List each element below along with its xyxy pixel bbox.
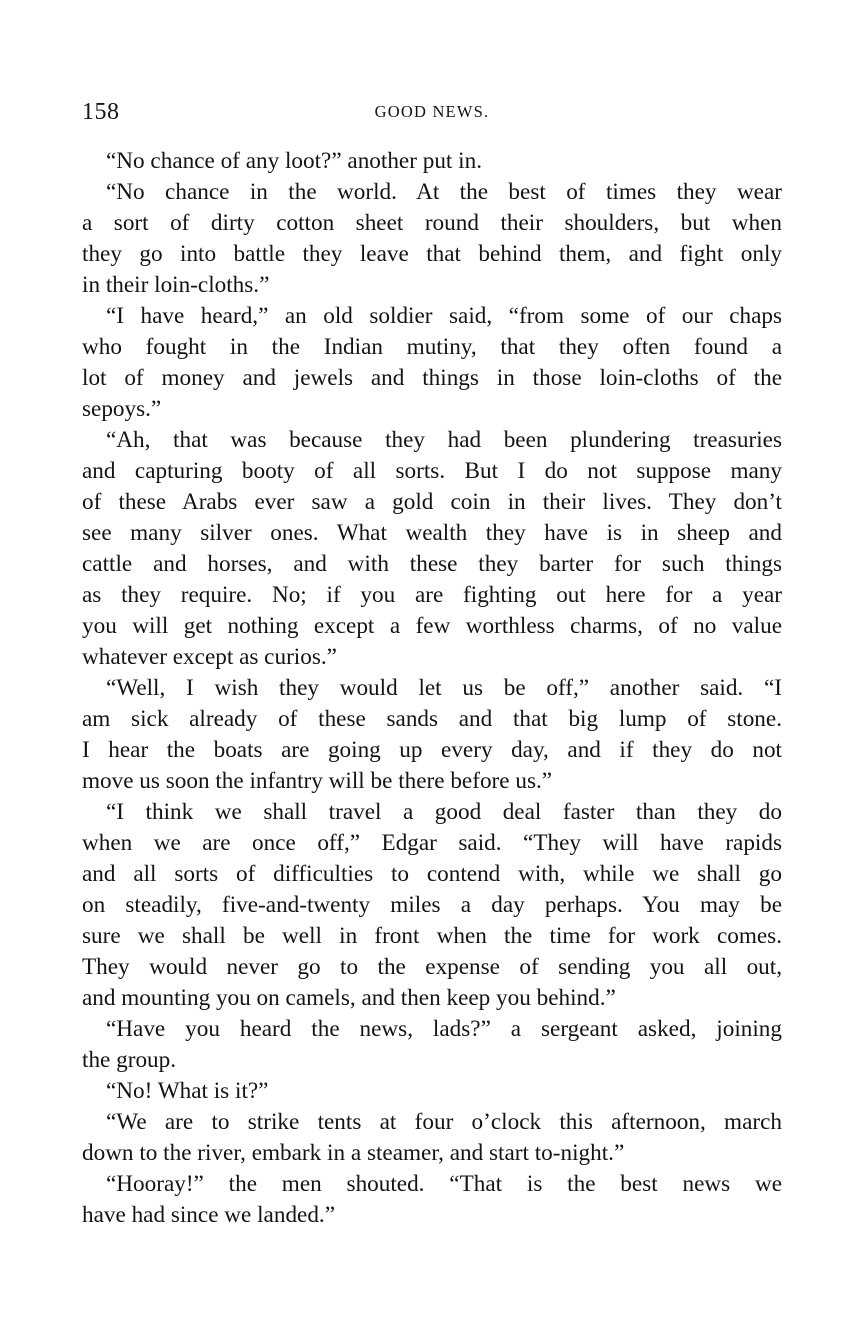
text-line: you will get nothing except a few worthless charms, of no value (82, 613, 782, 639)
paragraph (82, 146, 782, 177)
text-line: I hear the boats are going up every day, and if they do not (82, 737, 782, 763)
text-line: “I think we shall travel a good deal faster than they do (106, 799, 782, 825)
text-line: “Hooray!” the men shouted. “That is the best news we (106, 1171, 782, 1197)
text-line: who fought in the Indian mutiny, that they often found a (82, 334, 782, 360)
page-header (82, 96, 782, 128)
text-line: “No chance of any loot?” another put in. (106, 148, 483, 174)
text-line: of these Arabs ever saw a gold coin in their lives. They don’t (82, 489, 782, 515)
text-line: on steadily, five-and-twenty miles a day perhaps. You may be (82, 892, 782, 918)
paragraph (82, 301, 782, 425)
text-line: see many silver ones. What wealth they have is in sheep and (82, 520, 782, 546)
text-line: “Have you heard the news, lads?” a sergeant asked, joining (106, 1016, 782, 1042)
paragraph (82, 1014, 782, 1076)
paragraph (82, 177, 782, 301)
paragraph (82, 673, 782, 797)
text-line: “No chance in the world. At the best of times they wear (106, 179, 782, 205)
text-line: and mounting you on camels, and then keep you behind.” (82, 985, 616, 1011)
text-line: They would never go to the expense of sending you all out, (82, 954, 782, 980)
paragraph (82, 425, 782, 673)
text-line: “We are to strike tents at four o’clock this afternoon, march (106, 1109, 782, 1135)
text-line: “No! What is it?” (106, 1078, 269, 1104)
paragraph (82, 1076, 782, 1107)
text-line: they go into battle they leave that behind them, and fight only (82, 241, 782, 267)
text-line: whatever except as curios.” (82, 644, 337, 670)
running-title: GOOD NEWS. (374, 102, 490, 121)
text-line: when we are once off,” Edgar said. “They will have rapids (82, 830, 782, 856)
text-line: and all sorts of difficulties to contend with, while we shall go (82, 861, 782, 887)
text-line: and capturing booty of all sorts. But I do not suppose many (82, 458, 782, 484)
text-line: lot of money and jewels and things in those loin-cloths of the (82, 365, 782, 391)
paragraph (82, 797, 782, 1014)
text-line: “Ah, that was because they had been plundering treasuries (106, 427, 782, 453)
body-text (82, 146, 782, 1231)
text-line: a sort of dirty cotton sheet round their shoulders, but when (82, 210, 782, 236)
text-line: sure we shall be well in front when the time for work comes. (82, 923, 782, 949)
text-line: down to the river, embark in a steamer, and start to-night.” (82, 1140, 625, 1166)
text-line: the group. (82, 1047, 177, 1073)
text-line: as they require. No; if you are fighting out here for a year (82, 582, 782, 608)
text-line: have had since we landed.” (82, 1202, 336, 1228)
paragraph (82, 1107, 782, 1169)
text-line: “I have heard,” an old soldier said, “from some of our chaps (106, 303, 782, 329)
text-line: am sick already of these sands and that big lump of stone. (82, 706, 782, 732)
text-line: in their loin-cloths.” (82, 272, 270, 298)
text-line: cattle and horses, and with these they barter for such things (82, 551, 782, 577)
text-line: move us soon the infantry will be there before us.” (82, 768, 553, 794)
text-line: “Well, I wish they would let us be off,” another said. “I (106, 675, 782, 701)
page-number: 158 (82, 99, 120, 125)
text-line: sepoys.” (82, 396, 162, 422)
paragraph (82, 1169, 782, 1231)
